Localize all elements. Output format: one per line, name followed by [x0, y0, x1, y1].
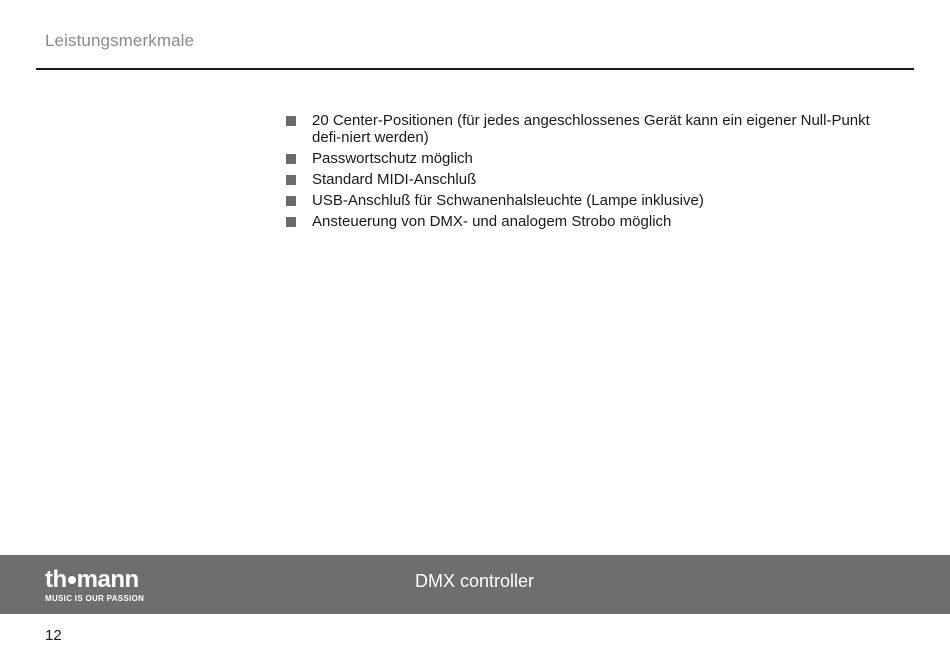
list-item	[286, 150, 898, 167]
logo-wordmark-left: th	[45, 566, 67, 593]
feature-text: USB-Anschluß für Schwanenhalsleuchte (Lampe inklusive)	[312, 192, 704, 209]
page-number: 12	[45, 627, 62, 644]
square-bullet-icon	[286, 116, 296, 126]
square-bullet-icon	[286, 175, 296, 185]
feature-text: Passwortschutz möglich	[312, 150, 473, 167]
feature-text: Standard MIDI-Anschluß	[312, 171, 477, 188]
list-item	[286, 192, 898, 209]
list-item	[286, 213, 898, 230]
logo-wordmark	[45, 567, 139, 593]
page-header-title: Leistungsmerkmale	[45, 31, 195, 50]
feature-text: Ansteuerung von DMX- und analogem Strobo möglich	[312, 213, 672, 230]
list-item	[286, 112, 898, 146]
thomann-logo	[45, 567, 175, 603]
feature-text: 20 Center-Positionen (für jedes angeschlossenes Gerät kann ein eigener Null-Punkt defi-niert werden)	[312, 112, 870, 146]
logo-wordmark-right: mann	[76, 566, 139, 593]
square-bullet-icon	[286, 217, 296, 227]
header-divider	[36, 68, 914, 70]
logo-tagline: MUSIC IS OUR PASSION	[45, 594, 145, 603]
footer-band	[0, 555, 950, 614]
feature-list	[286, 112, 898, 234]
square-bullet-icon	[286, 154, 296, 164]
product-name: DMX controller	[415, 571, 535, 591]
list-item	[286, 171, 898, 188]
logo-dot-icon	[68, 576, 76, 584]
square-bullet-icon	[286, 196, 296, 206]
